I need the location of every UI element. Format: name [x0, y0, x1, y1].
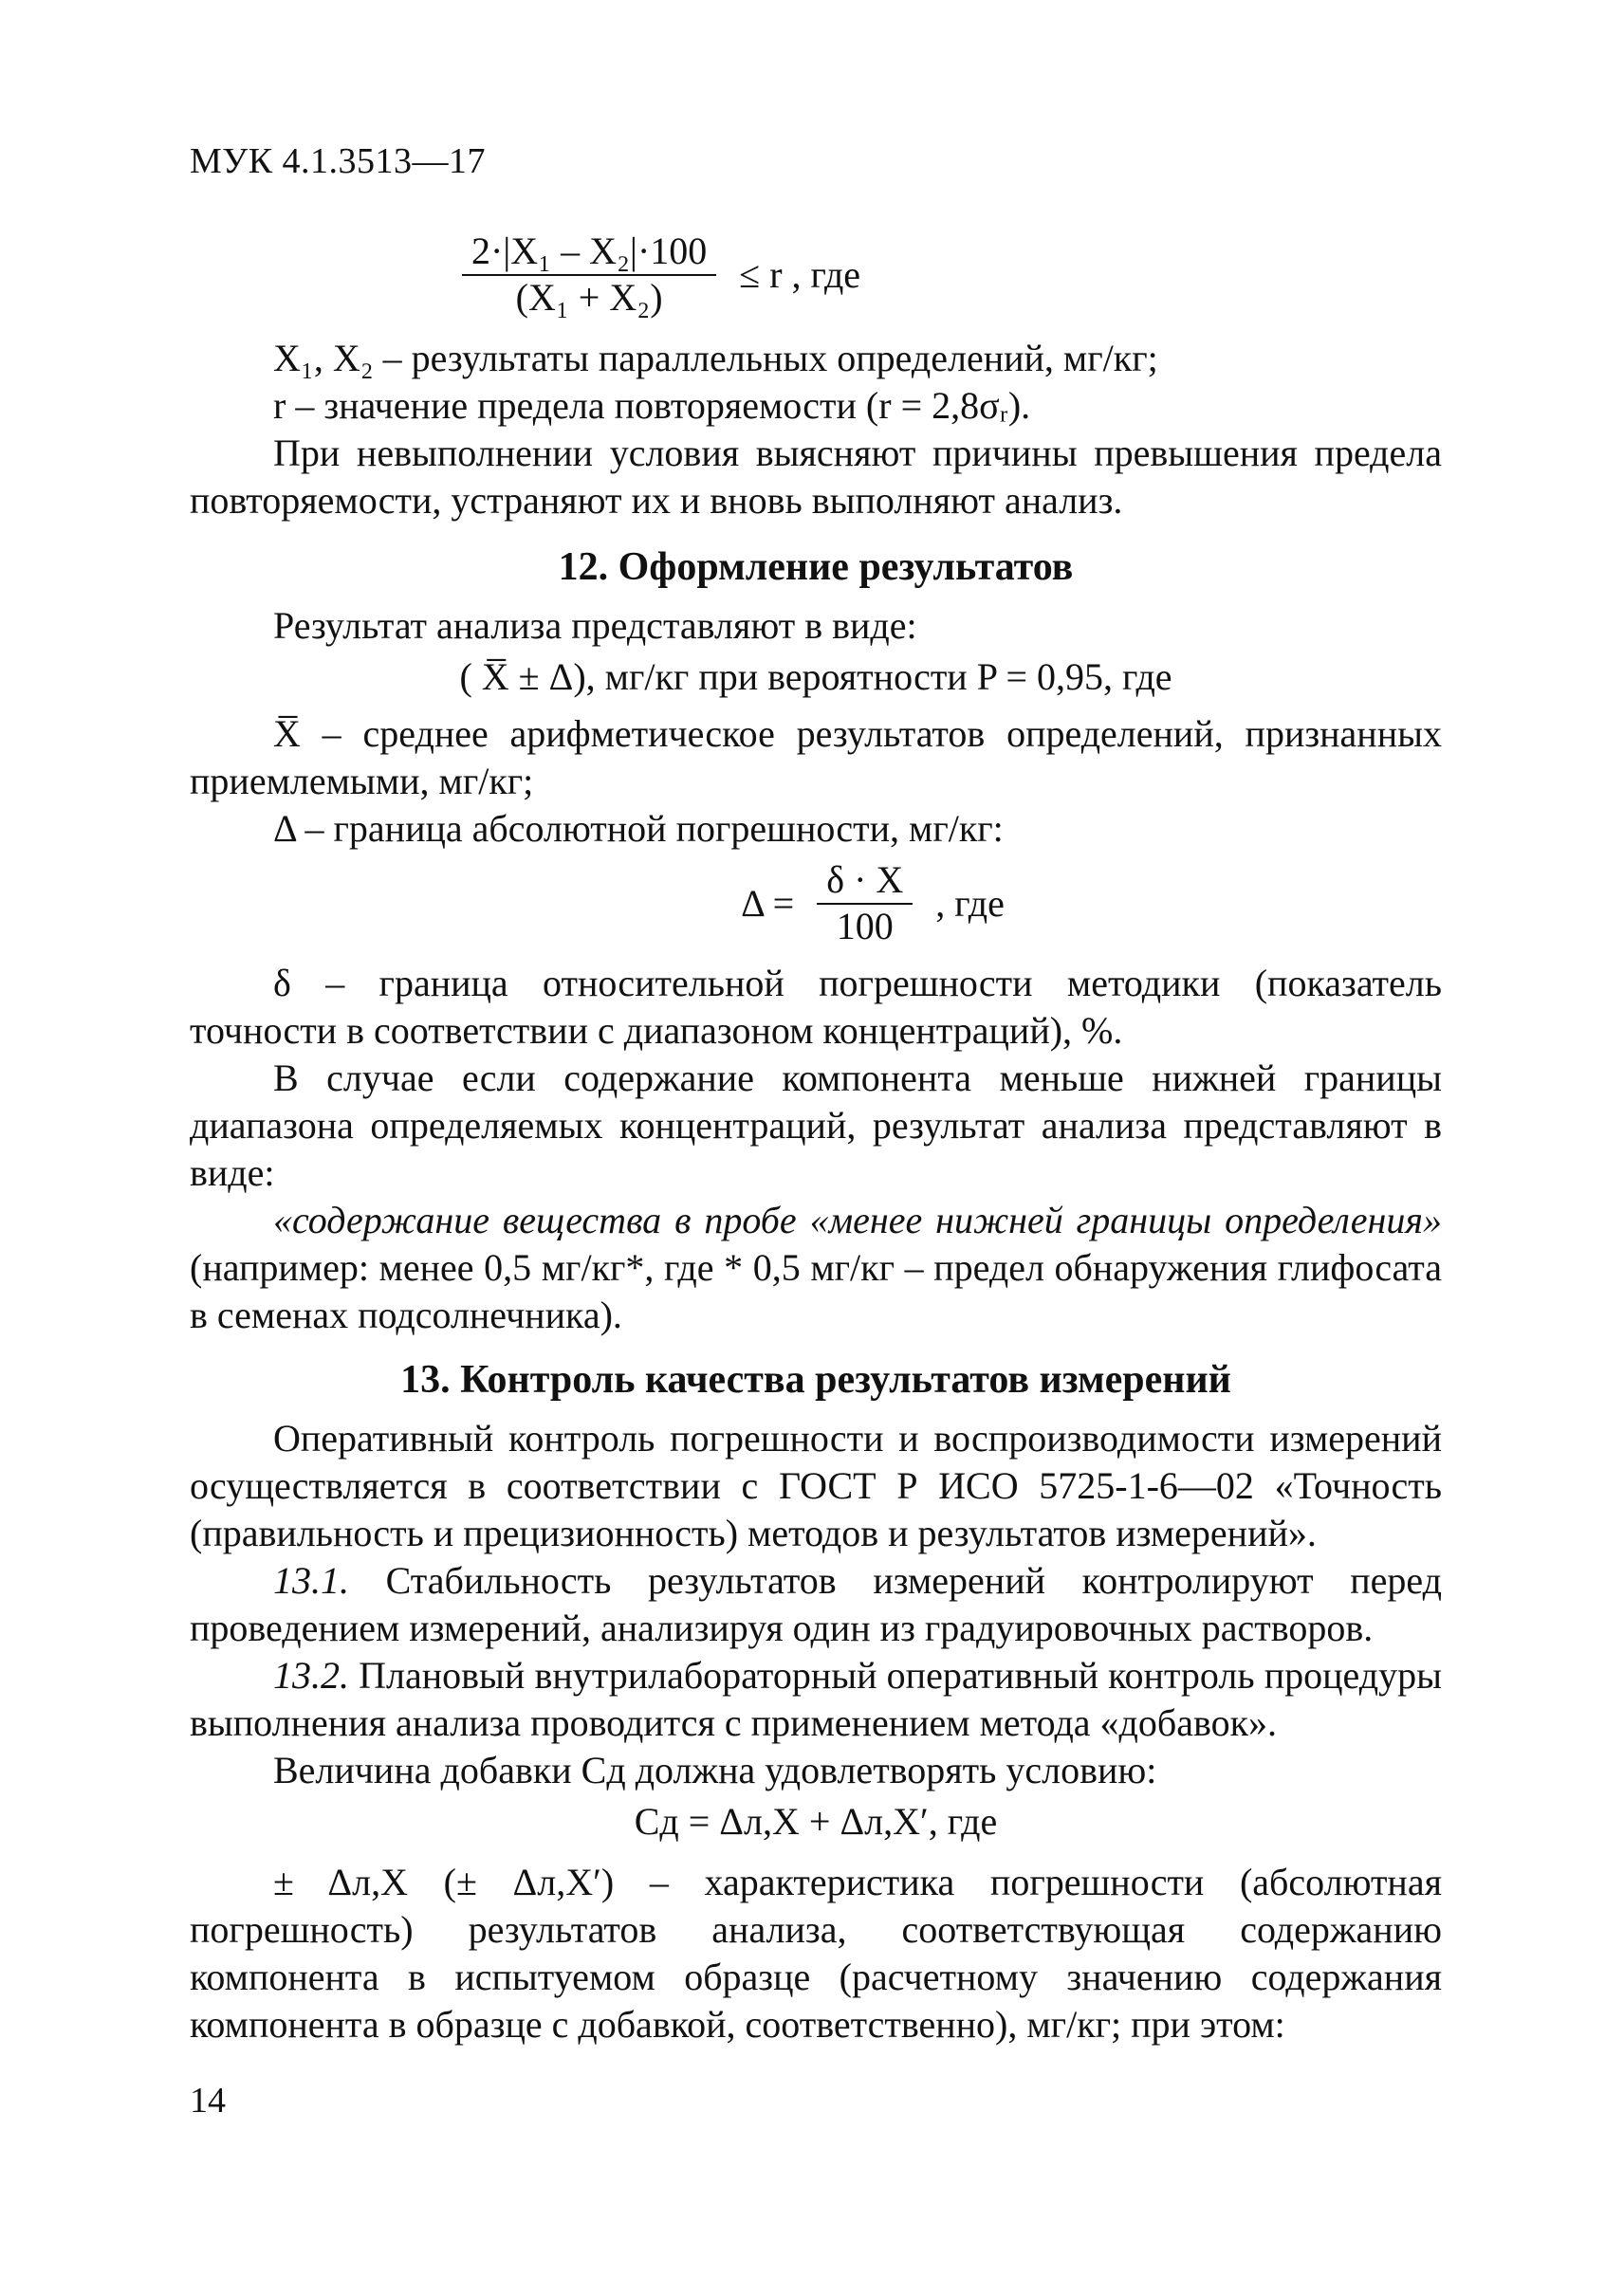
document-code-header: МУК 4.1.3513—17	[190, 141, 487, 181]
top-spacer	[190, 140, 1442, 224]
section-13-2-text: Плановый внутрилабораторный оперативный контроль процедуры выполнения анализа проводится с применением метода «добавок».	[190, 1654, 1442, 1744]
page-number: 14	[190, 2081, 226, 2121]
section-12-title: 12. Оформление результатов	[558, 545, 1074, 589]
italic-result-phrase: «содержание вещества в пробе «менее нижней границы определения»	[273, 1199, 1442, 1241]
section-12-intro: Результат анализа представляют в виде:	[273, 604, 917, 647]
delta-formula	[636, 860, 1110, 946]
error-characteristic-paragraph: ± Δл,X (± Δл,X′) – характеристика погрешности (абсолютная погрешность) результатов анализа, соответствующая содержанию компонента в испытуемом образце (расчетному значению содержания компонента в образце с добавкой, соответственно), мг/кг; при этом:	[190, 1861, 1442, 2046]
repeatability-fraction	[462, 231, 716, 318]
delta-formula-right: , где	[935, 881, 1005, 925]
repeatability-formula	[389, 231, 920, 318]
definition-xbar: X̅ – среднее арифметическое результатов определений, признанных приемлемыми, мг/кг;	[190, 712, 1442, 802]
definition-delta: Δ – граница абсолютной погрешности, мг/кг:	[273, 807, 1004, 850]
delta-numerator: δ · X	[817, 860, 913, 905]
section-13-1-label: 13.1.	[273, 1559, 349, 1602]
section-13-2-paragraph	[190, 1652, 1442, 1747]
delta-fraction	[817, 860, 913, 946]
definition-r: r – значение предела повторяемости (r = 2,8σᵣ).	[273, 384, 1031, 427]
page-content	[190, 140, 1442, 2048]
section-13-1-text: Стабильность результатов измерений контролируют перед проведением измерений, анализируя один из градуировочных растворов.	[190, 1559, 1442, 1649]
delta-denominator: 100	[836, 905, 894, 947]
definition-relative-error: δ – граница относительной погрешности методики (показатель точности в соответствии с диапазоном концентраций), %.	[190, 962, 1442, 1052]
result-formula: ( X̅ ± Δ), мг/кг при вероятности P = 0,95, где	[459, 655, 1172, 698]
paragraph-lower-limit-example	[190, 1197, 1442, 1339]
addition-condition-text: Величина добавки Cд должна удовлетворять условию:	[273, 1749, 1157, 1791]
repeatability-numerator: 2·|X₁ – X₂|·100	[462, 231, 716, 276]
repeatability-denominator: (X₁ + X₂)	[515, 276, 663, 319]
repeatability-relation: ≤ r , где	[739, 252, 861, 296]
delta-formula-left: Δ =	[741, 881, 795, 925]
paragraph-lower-limit-case: В случае если содержание компонента меньше нижней границы диапазона определяемых концентраций, результат анализа представляют в виде:	[190, 1056, 1442, 1194]
section-13-title: 13. Контроль качества результатов измерений	[400, 1358, 1231, 1402]
addition-formula: Cд = Δл,X + Δл,X′, где	[634, 1800, 998, 1843]
section-13-1-paragraph	[190, 1557, 1442, 1652]
section-13-paragraph-1: Оперативный контроль погрешности и воспроизводимости измерений осуществляется в соответствии с ГОСТ Р ИСО 5725-1-6—02 «Точность (правильность и прецизионность) методов и результатов измерений».	[190, 1417, 1442, 1554]
section-13-2-label: 13.2.	[273, 1654, 349, 1697]
paragraph-repeatability-condition: При невыполнении условия выясняют причины превышения предела повторяемости, устраняют их и вновь выполняют анализ.	[190, 432, 1442, 522]
definition-x1-x2: X₁, X₂ – результаты параллельных определений, мг/кг;	[273, 337, 1158, 379]
example-tail: (например: менее 0,5 мг/кг*, где * 0,5 мг/кг – предел обнаружения глифосата в семенах подсолнечника).	[190, 1246, 1442, 1336]
